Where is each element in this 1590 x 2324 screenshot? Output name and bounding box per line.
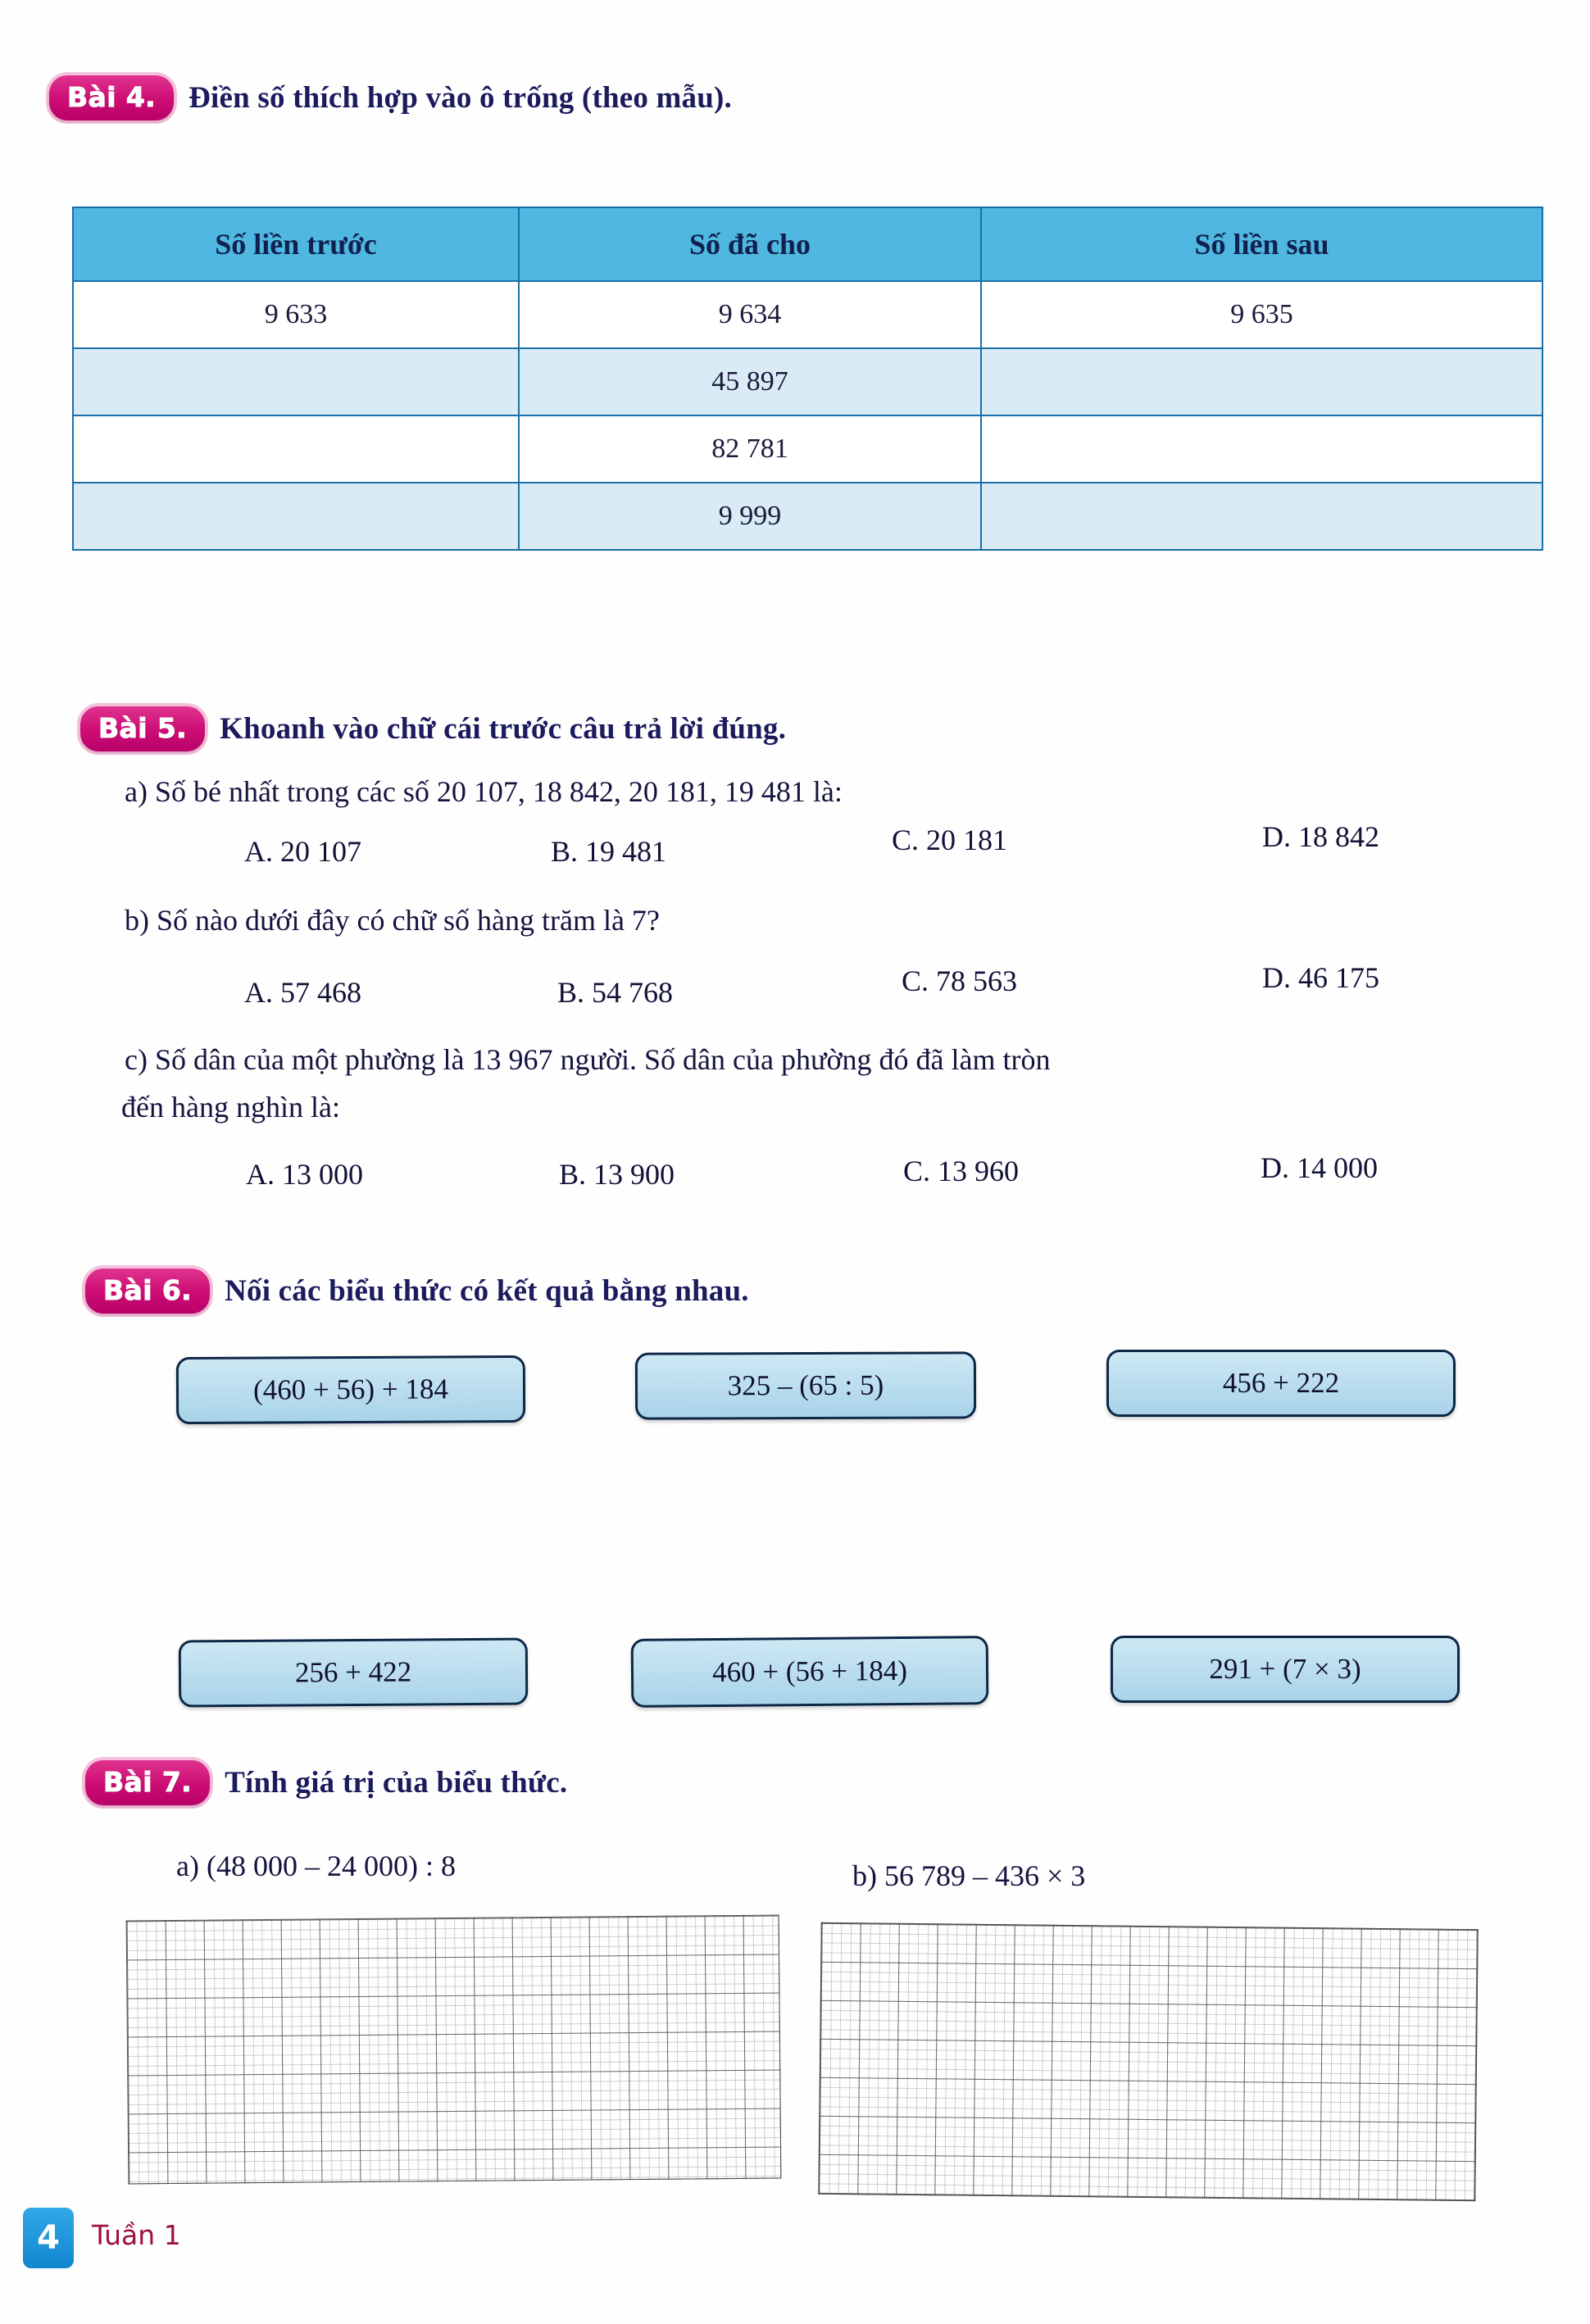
- cell-given: 82 781: [519, 415, 981, 483]
- page-number-badge: 4: [23, 2208, 74, 2268]
- exercise-5-heading: [80, 706, 786, 751]
- column-header-given: Số đã cho: [519, 207, 981, 281]
- exercise-7-title: Tính giá trị của biểu thức.: [225, 1766, 568, 1800]
- option-5c-C[interactable]: C. 13 960: [903, 1155, 1020, 1187]
- exercise-4-heading: [49, 75, 732, 120]
- option-5a-C[interactable]: C. 20 181: [892, 824, 1008, 856]
- option-5c-A[interactable]: A. 13 000: [246, 1158, 363, 1191]
- expression-pill-bottom-3[interactable]: 291 + (7 × 3): [1111, 1636, 1460, 1703]
- expression-pill-bottom-2[interactable]: 460 + (56 + 184): [631, 1636, 989, 1708]
- cell-next[interactable]: [981, 415, 1542, 483]
- question-5c-prompt-line1: c) Số dân của một phường là 13 967 người. Số dân của phường đó đã làm tròn: [125, 1043, 1051, 1076]
- exercise-7-badge: Bài 7.: [85, 1760, 210, 1805]
- column-header-next: Số liền sau: [981, 207, 1542, 281]
- exercise-6-title: Nối các biểu thức có kết quả bằng nhau.: [225, 1274, 749, 1308]
- option-5a-B[interactable]: B. 19 481: [551, 835, 667, 868]
- exercise-4-badge: Bài 4.: [49, 75, 174, 120]
- cell-given: 9 634: [519, 281, 981, 348]
- option-5b-B[interactable]: B. 54 768: [557, 976, 674, 1009]
- option-5b-C[interactable]: C. 78 563: [902, 965, 1018, 997]
- expression-pill-top-3[interactable]: 456 + 222: [1106, 1350, 1456, 1417]
- expression-pill-top-2[interactable]: 325 – (65 : 5): [635, 1351, 976, 1419]
- number-neighbors-table-wrapper: [72, 207, 1543, 531]
- exercise-4-title: Điền số thích hợp vào ô trống (theo mẫu).: [189, 81, 732, 115]
- exercise-6-badge: Bài 6.: [85, 1269, 210, 1314]
- exercise-6-heading: [85, 1269, 749, 1314]
- table-row: [73, 415, 1542, 483]
- cell-next[interactable]: 9 635: [981, 281, 1542, 348]
- question-5c-prompt-line2: đến hàng nghìn là:: [121, 1091, 340, 1123]
- option-5a-D[interactable]: D. 18 842: [1262, 820, 1379, 853]
- cell-previous[interactable]: [73, 483, 519, 550]
- exercise-5-title: Khoanh vào chữ cái trước câu trả lời đúng.: [220, 712, 787, 746]
- table-row: [73, 348, 1542, 415]
- week-label: Tuần 1: [92, 2219, 181, 2251]
- answer-grid-7a[interactable]: [126, 1915, 782, 2185]
- expression-pill-bottom-1[interactable]: 256 + 422: [179, 1638, 529, 1708]
- question-5a-prompt: a) Số bé nhất trong các số 20 107, 18 842, 20 181, 19 481 là:: [125, 775, 843, 808]
- option-5c-D[interactable]: D. 14 000: [1261, 1151, 1378, 1184]
- expression-7a: a) (48 000 – 24 000) : 8: [176, 1850, 456, 1882]
- cell-previous[interactable]: 9 633: [73, 281, 519, 348]
- table-header-row: [73, 207, 1542, 281]
- cell-previous[interactable]: [73, 415, 519, 483]
- exercise-5-badge: Bài 5.: [80, 706, 205, 751]
- option-5b-A[interactable]: A. 57 468: [244, 976, 361, 1009]
- cell-next[interactable]: [981, 483, 1542, 550]
- table-row: [73, 483, 1542, 550]
- column-header-previous: Số liền trước: [73, 207, 519, 281]
- question-5b-prompt: b) Số nào dưới đây có chữ số hàng trăm là 7?: [125, 904, 660, 937]
- cell-previous[interactable]: [73, 348, 519, 415]
- option-5b-D[interactable]: D. 46 175: [1262, 961, 1379, 994]
- answer-grid-7b[interactable]: [818, 1922, 1478, 2201]
- expression-pill-top-1[interactable]: (460 + 56) + 184: [176, 1355, 525, 1424]
- cell-given: 9 999: [519, 483, 981, 550]
- option-5c-B[interactable]: B. 13 900: [559, 1158, 675, 1191]
- exercise-7-heading: [85, 1760, 567, 1805]
- cell-next[interactable]: [981, 348, 1542, 415]
- table-row: [73, 281, 1542, 348]
- cell-given: 45 897: [519, 348, 981, 415]
- option-5a-A[interactable]: A. 20 107: [244, 835, 361, 868]
- expression-7b: b) 56 789 – 436 × 3: [852, 1859, 1086, 1892]
- number-neighbors-table: [72, 207, 1543, 551]
